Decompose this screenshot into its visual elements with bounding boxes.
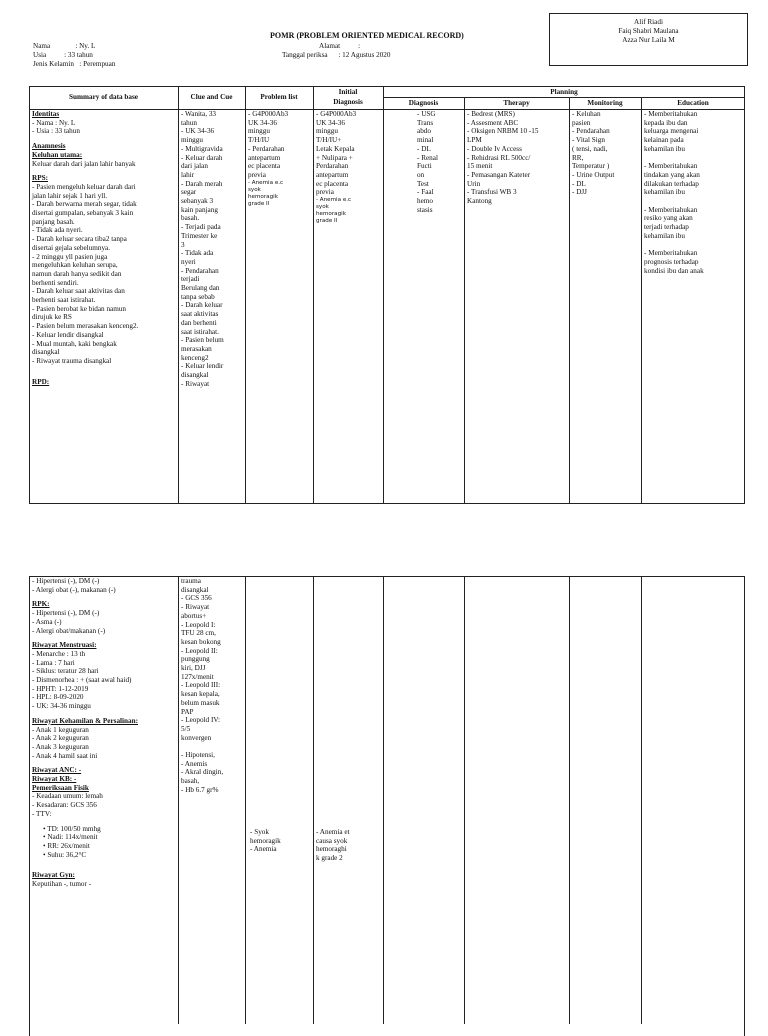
text-line: - Wanita, 33: [181, 110, 217, 118]
text-line: merasakan: [181, 344, 212, 353]
text-line: terjadi terhadap: [644, 223, 689, 232]
problem-column-2: [250, 828, 281, 854]
text-line: - Alergi obat (-), makanan (-): [32, 585, 116, 594]
text-line: lahir: [181, 170, 195, 179]
text-line: disangkal: [181, 585, 209, 594]
text-line: - GCS 356: [181, 594, 212, 603]
text-line: - Terjadi pada: [181, 223, 221, 232]
text-line: causa syok: [316, 836, 348, 845]
text-line: hemoragik: [250, 836, 281, 845]
col-divider: [178, 86, 179, 504]
text-line: - Keluar lendir disangkal: [32, 330, 104, 339]
text-line: k grade 2: [316, 854, 343, 863]
text-line: - Hb 6.7 gr%: [181, 785, 219, 794]
header-divider-planning: [383, 97, 745, 98]
text-line: - Faal: [417, 188, 434, 197]
text-line: konvergen: [181, 733, 212, 742]
text-line: - Hipertensi (-), DM (-): [32, 609, 100, 618]
text-line: kehamilan ibu: [644, 231, 685, 240]
text-line: pasien: [572, 118, 591, 127]
text-line: Temperatur ): [572, 162, 610, 171]
initial-diagnosis-column-2: [316, 828, 350, 863]
text-line: T/H/IU: [248, 136, 270, 145]
text-line: LPM: [467, 136, 482, 145]
text-line: Fucti: [417, 162, 432, 171]
patient-age: Usia : 33 tahun: [33, 51, 93, 59]
text-line: dilakukan terhadap: [644, 179, 699, 188]
text-line: - Pasien belum: [181, 336, 224, 345]
text-line: hemoraghi: [316, 845, 347, 854]
text-line: previa: [248, 170, 266, 179]
text-line: tanpa sebab: [181, 292, 215, 301]
text-line: - Pendarahan: [572, 127, 610, 136]
text-line: - Usia : 33 tahun: [32, 127, 80, 136]
text-line: - Rehidrasi RL 500cc/: [467, 153, 531, 162]
text-line: tindakan yang akan: [644, 170, 700, 179]
text-line: resiko yang akan: [644, 214, 693, 223]
text-line: - UK 34-36: [181, 127, 215, 136]
text-line: Riwayat Menstruasi:: [32, 641, 97, 650]
col-divider: [245, 86, 246, 504]
header-therapy: Therapy: [503, 99, 530, 107]
text-line: Test: [417, 179, 429, 188]
text-line: - Anemis: [181, 759, 208, 768]
text-line: sebanyak 3: [181, 197, 214, 206]
text-line: Riwayat KB: -: [32, 775, 77, 784]
text-line: - Dismenorhea : + (saat awal haid): [32, 676, 132, 685]
author-2: Faiq Shabri Maulana: [618, 27, 679, 35]
text-line: saat aktivitas: [181, 310, 219, 319]
text-line: kesan kepala,: [181, 690, 220, 699]
text-line: - Oksigen NRBM 10 -15: [467, 127, 539, 136]
text-line: Riwayat Gyn:: [32, 871, 75, 880]
text-line: [644, 241, 704, 250]
text-line: dirujuk ke RS: [32, 313, 72, 322]
text-line: - Anemia et: [316, 828, 350, 836]
text-line: RPS:: [32, 174, 48, 183]
text-line: kondisi ibu dan anak: [644, 266, 704, 275]
text-line: belum masuk: [181, 698, 220, 707]
text-line: - Memberitahukan: [644, 110, 698, 118]
text-line: previa: [316, 188, 334, 197]
text-line: - Leopold II:: [181, 646, 218, 655]
col-divider: [245, 576, 246, 1024]
text-line: - DL: [417, 144, 431, 153]
text-line: saat istirahat.: [181, 327, 219, 336]
text-line: disertai gumpalan, sebanyak 3 kain: [32, 209, 134, 218]
text-line: - Lama : 7 hari: [32, 658, 75, 667]
col-divider: [569, 576, 570, 1024]
text-line: namun darah hanya sedikit dan: [32, 269, 122, 278]
text-line: UK 34-36: [316, 118, 345, 127]
header-summary: Summary of data base: [69, 93, 138, 101]
text-line: segar: [181, 188, 197, 197]
text-line: - Anak 1 keguguran: [32, 725, 89, 734]
text-line: Kantong: [467, 197, 492, 206]
text-line: - Hipotensi,: [181, 751, 215, 760]
text-line: - Keluar lendir: [181, 362, 224, 371]
text-line: - Nama : Ny. L: [32, 118, 76, 127]
text-line: • TD: 100/50 mmhg: [43, 824, 101, 833]
text-line: minggu: [181, 136, 203, 145]
text-line: disertai gejala sebelumnya.: [32, 243, 111, 252]
text-line: - Mual muntah, kaki bengkak: [32, 339, 117, 348]
text-line: minggu: [316, 127, 338, 136]
text-line: [644, 197, 704, 206]
cue-column-1: [181, 110, 224, 389]
patient-address: Alamat :: [319, 42, 361, 50]
text-line: 15 menit: [467, 162, 493, 171]
text-line: nyeri: [181, 257, 196, 266]
text-line: - Darah keluar secara tiba2 tanpa: [32, 235, 127, 244]
col-divider: [641, 97, 642, 504]
text-line: antepartum: [248, 153, 281, 162]
text-line: hemoragik: [316, 211, 346, 218]
text-line: disangkal: [181, 371, 209, 380]
text-line: - Bedrest (MRS): [467, 110, 515, 118]
text-line: Keputihan -, tumor -: [32, 880, 92, 889]
text-line: - DJJ: [572, 188, 587, 197]
text-line: keluarga mengenai: [644, 127, 699, 136]
text-line: ec placenta: [248, 162, 281, 171]
text-line: - Riwayat: [181, 603, 210, 612]
text-line: - DL: [572, 179, 586, 188]
text-line: - Memberitahukan: [644, 205, 698, 214]
text-line: Keluar darah dari jalan lahir banyak: [32, 159, 136, 168]
text-line: - Darah keluar saat aktivitas dan: [32, 287, 125, 296]
text-line: - Riwayat trauma disangkal: [32, 356, 112, 365]
text-line: - Leopold IV:: [181, 716, 220, 725]
col-divider: [178, 576, 179, 1024]
text-line: trauma: [181, 577, 201, 585]
text-line: UK 34-36: [248, 118, 277, 127]
text-line: jalan lahir sejak 1 hari yll.: [32, 191, 108, 200]
author-1: Alif Riadi: [634, 18, 663, 26]
text-line: - Double Iv Access: [467, 144, 522, 153]
text-line: 5/5: [181, 724, 191, 733]
text-line: - Asma (-): [32, 617, 62, 626]
text-line: Trans: [417, 118, 434, 127]
text-line: syok: [248, 186, 261, 193]
col-divider: [464, 576, 465, 1024]
therapy-column: [467, 110, 538, 206]
text-line: - Keluar darah: [181, 153, 223, 162]
text-line: kepada ibu dan: [644, 118, 688, 127]
text-line: disangkal: [32, 348, 60, 357]
text-line: - HPHT: 1-12-2019: [32, 684, 89, 693]
text-line: - Syok: [250, 828, 269, 836]
text-line: dan berhenti: [181, 318, 217, 327]
text-line: RR,: [572, 153, 584, 162]
text-line: punggung: [181, 655, 210, 664]
patient-name: Nama : Ny. L: [33, 42, 96, 50]
planning-diagnosis-column: [417, 110, 438, 214]
text-line: • Suhu: 36,2°C: [43, 850, 87, 859]
text-line: - Menarche : 13 th: [32, 649, 86, 658]
text-line: - Memberitahukan: [644, 249, 698, 258]
text-line: on: [417, 170, 425, 179]
text-line: Berulang dan: [181, 284, 220, 293]
patient-gender: Jenis Kelamin : Perempuan: [33, 60, 116, 68]
text-line: hemo: [417, 197, 433, 206]
text-line: - Urine Output: [572, 170, 615, 179]
text-line: panjang basah.: [32, 217, 75, 226]
text-line: kelainan pada: [644, 136, 684, 145]
text-line: - Anemia: [250, 845, 277, 854]
text-line: - Perdarahan: [248, 144, 285, 153]
text-line: - Assesment ABC: [467, 118, 519, 127]
text-line: - Hipertensi (-), DM (-): [32, 577, 100, 585]
text-line: Letak Kepala: [316, 144, 355, 153]
text-line: Anamnesis: [32, 142, 66, 151]
text-line: - Renal: [417, 153, 438, 162]
text-line: - Pasien belum merasakan kenceng2.: [32, 322, 139, 331]
text-line: syok: [316, 204, 329, 211]
text-line: - Multigravida: [181, 144, 223, 153]
text-line: Perdarahan: [316, 162, 349, 171]
text-line: mengeluhkan keluhan serupa,: [32, 261, 118, 270]
document-title: POMR (PROBLEM ORIENTED MEDICAL RECORD): [270, 31, 464, 40]
text-line: prognosis terhadap: [644, 257, 699, 266]
text-line: ec placenta: [316, 179, 349, 188]
text-line: tahun: [181, 118, 197, 127]
text-line: - G4P000Ab3: [316, 110, 357, 118]
text-line: - Darah berwarna merah segar, tidak: [32, 200, 137, 209]
col-divider: [313, 576, 314, 1024]
text-line: Identitas: [32, 110, 60, 118]
text-line: - Akral dingin,: [181, 768, 224, 777]
text-line: Riwayat Kehamilan & Persalinan:: [32, 716, 139, 725]
text-line: - Keluhan: [572, 110, 601, 118]
text-line: berhenti saat istirahat.: [32, 296, 96, 305]
cue-column-2: [181, 577, 223, 795]
text-line: - Anak 2 keguguran: [32, 734, 89, 743]
text-line: - Transfusi WB 3: [467, 188, 517, 197]
text-line: hemoragik: [248, 193, 278, 200]
col-divider: [313, 86, 314, 504]
text-line: kehamilan ibu: [644, 144, 685, 153]
col-divider: [569, 97, 570, 504]
text-line: - Vital Sign: [572, 136, 605, 145]
text-line: • Nadi: 114x/menit: [43, 833, 98, 842]
text-line: RPD:: [32, 377, 50, 386]
header-planning: Planning: [550, 88, 578, 96]
text-line: [644, 154, 704, 163]
text-line: T/H/IU+: [316, 136, 342, 145]
text-line: abdo: [417, 127, 431, 136]
problem-column-1: [248, 110, 288, 208]
text-line: - Anemia e.c: [248, 179, 284, 186]
text-line: - Pasien berobat ke bidan namun: [32, 304, 127, 313]
header-cue: Clue and Cue: [190, 93, 233, 101]
text-line: - Alergi obat/makanan (-): [32, 626, 106, 635]
text-line: - Memberitahukan: [644, 162, 698, 171]
text-line: basah.: [181, 214, 200, 223]
text-line: abortus+: [181, 611, 207, 620]
education-column: [644, 110, 704, 275]
header-monitoring: Monitoring: [587, 99, 623, 107]
text-line: kain panjang: [181, 205, 218, 214]
text-line: - Pemasangan Kateter: [467, 170, 531, 179]
header-initial-2: Diagnosis: [333, 98, 363, 106]
text-line: stasis: [417, 205, 433, 214]
text-line: [181, 742, 223, 751]
text-line: - Keadaan umum: lemah: [32, 792, 103, 801]
text-line: - Darah keluar: [181, 301, 223, 310]
text-line: - Pendarahan: [181, 266, 219, 275]
author-3: Azza Nur Laila M: [622, 36, 675, 44]
text-line: Pemeriksaan Fisik: [32, 783, 89, 792]
text-line: kesan bokong: [181, 637, 221, 646]
text-line: - Darah merah: [181, 179, 223, 188]
text-line: - USG: [417, 110, 436, 118]
text-line: - Anak 3 keguguran: [32, 742, 89, 751]
text-line: - Anemia e.c: [316, 197, 352, 204]
col-divider: [383, 576, 384, 1024]
initial-diagnosis-column-1: [316, 110, 356, 225]
text-line: minal: [417, 136, 434, 145]
text-line: 3: [181, 240, 185, 249]
text-line: minggu: [248, 127, 270, 136]
text-line: - Riwayat: [181, 379, 210, 388]
exam-date: Tanggal periksa : 12 Agustus 2020: [282, 51, 391, 59]
text-line: Trimester ke: [181, 231, 218, 240]
text-line: - Pasien mengeluh keluar darah dari: [32, 182, 136, 191]
text-line: ( tensi, nadi,: [572, 144, 608, 153]
header-diagnosis: Diagnosis: [408, 99, 439, 107]
text-line: antepartum: [316, 170, 349, 179]
header-initial-1: Initial: [338, 88, 358, 96]
text-line: - Leopold III:: [181, 681, 221, 690]
text-line: PAP: [181, 707, 194, 716]
text-line: terjadi: [181, 275, 200, 284]
text-line: - Anak 4 hamil saat ini: [32, 751, 98, 760]
text-line: 127x/menit: [181, 672, 214, 681]
summary-column-2: [32, 577, 138, 889]
text-line: basah,: [181, 777, 200, 786]
header-problem: Problem list: [260, 93, 298, 101]
text-line: Riwayat ANC: -: [32, 766, 82, 775]
text-line: - HPL: 8-09-2020: [32, 693, 84, 702]
text-line: RPK:: [32, 600, 50, 609]
text-line: + Nulipara +: [316, 153, 353, 162]
text-line: - Leopold I:: [181, 620, 216, 629]
col-divider: [383, 86, 384, 504]
text-line: - Kesadaran: GCS 356: [32, 801, 97, 810]
text-line: - Tidak ada: [181, 249, 214, 258]
text-line: grade II: [316, 218, 338, 225]
text-line: dari jalan: [181, 162, 208, 171]
header-education: Education: [677, 99, 709, 107]
summary-column-1: [32, 110, 138, 386]
text-line: grade II: [248, 200, 270, 207]
text-line: kehamilan ibu: [644, 188, 685, 197]
text-line: - 2 minggu yll pasien juga: [32, 252, 108, 261]
text-line: - G4P000Ab3: [248, 110, 289, 118]
col-divider: [464, 97, 465, 504]
text-line: - UK: 34-36 minggu: [32, 702, 91, 711]
text-line: TFU 28 cm,: [181, 629, 216, 638]
text-line: berhenti sendiri.: [32, 278, 79, 287]
col-divider: [641, 576, 642, 1024]
text-line: Urin: [467, 179, 481, 188]
text-line: • RR: 26x/menit: [43, 841, 90, 850]
text-line: kenceng2: [181, 353, 209, 362]
text-line: Keluhan utama:: [32, 150, 83, 159]
text-line: kiri, DJJ: [181, 664, 206, 673]
text-line: - Tidak ada nyeri.: [32, 226, 83, 235]
text-line: - TTV:: [32, 809, 52, 818]
text-line: - Siklus: teratur 28 hari: [32, 667, 99, 676]
monitoring-column: [572, 110, 614, 197]
